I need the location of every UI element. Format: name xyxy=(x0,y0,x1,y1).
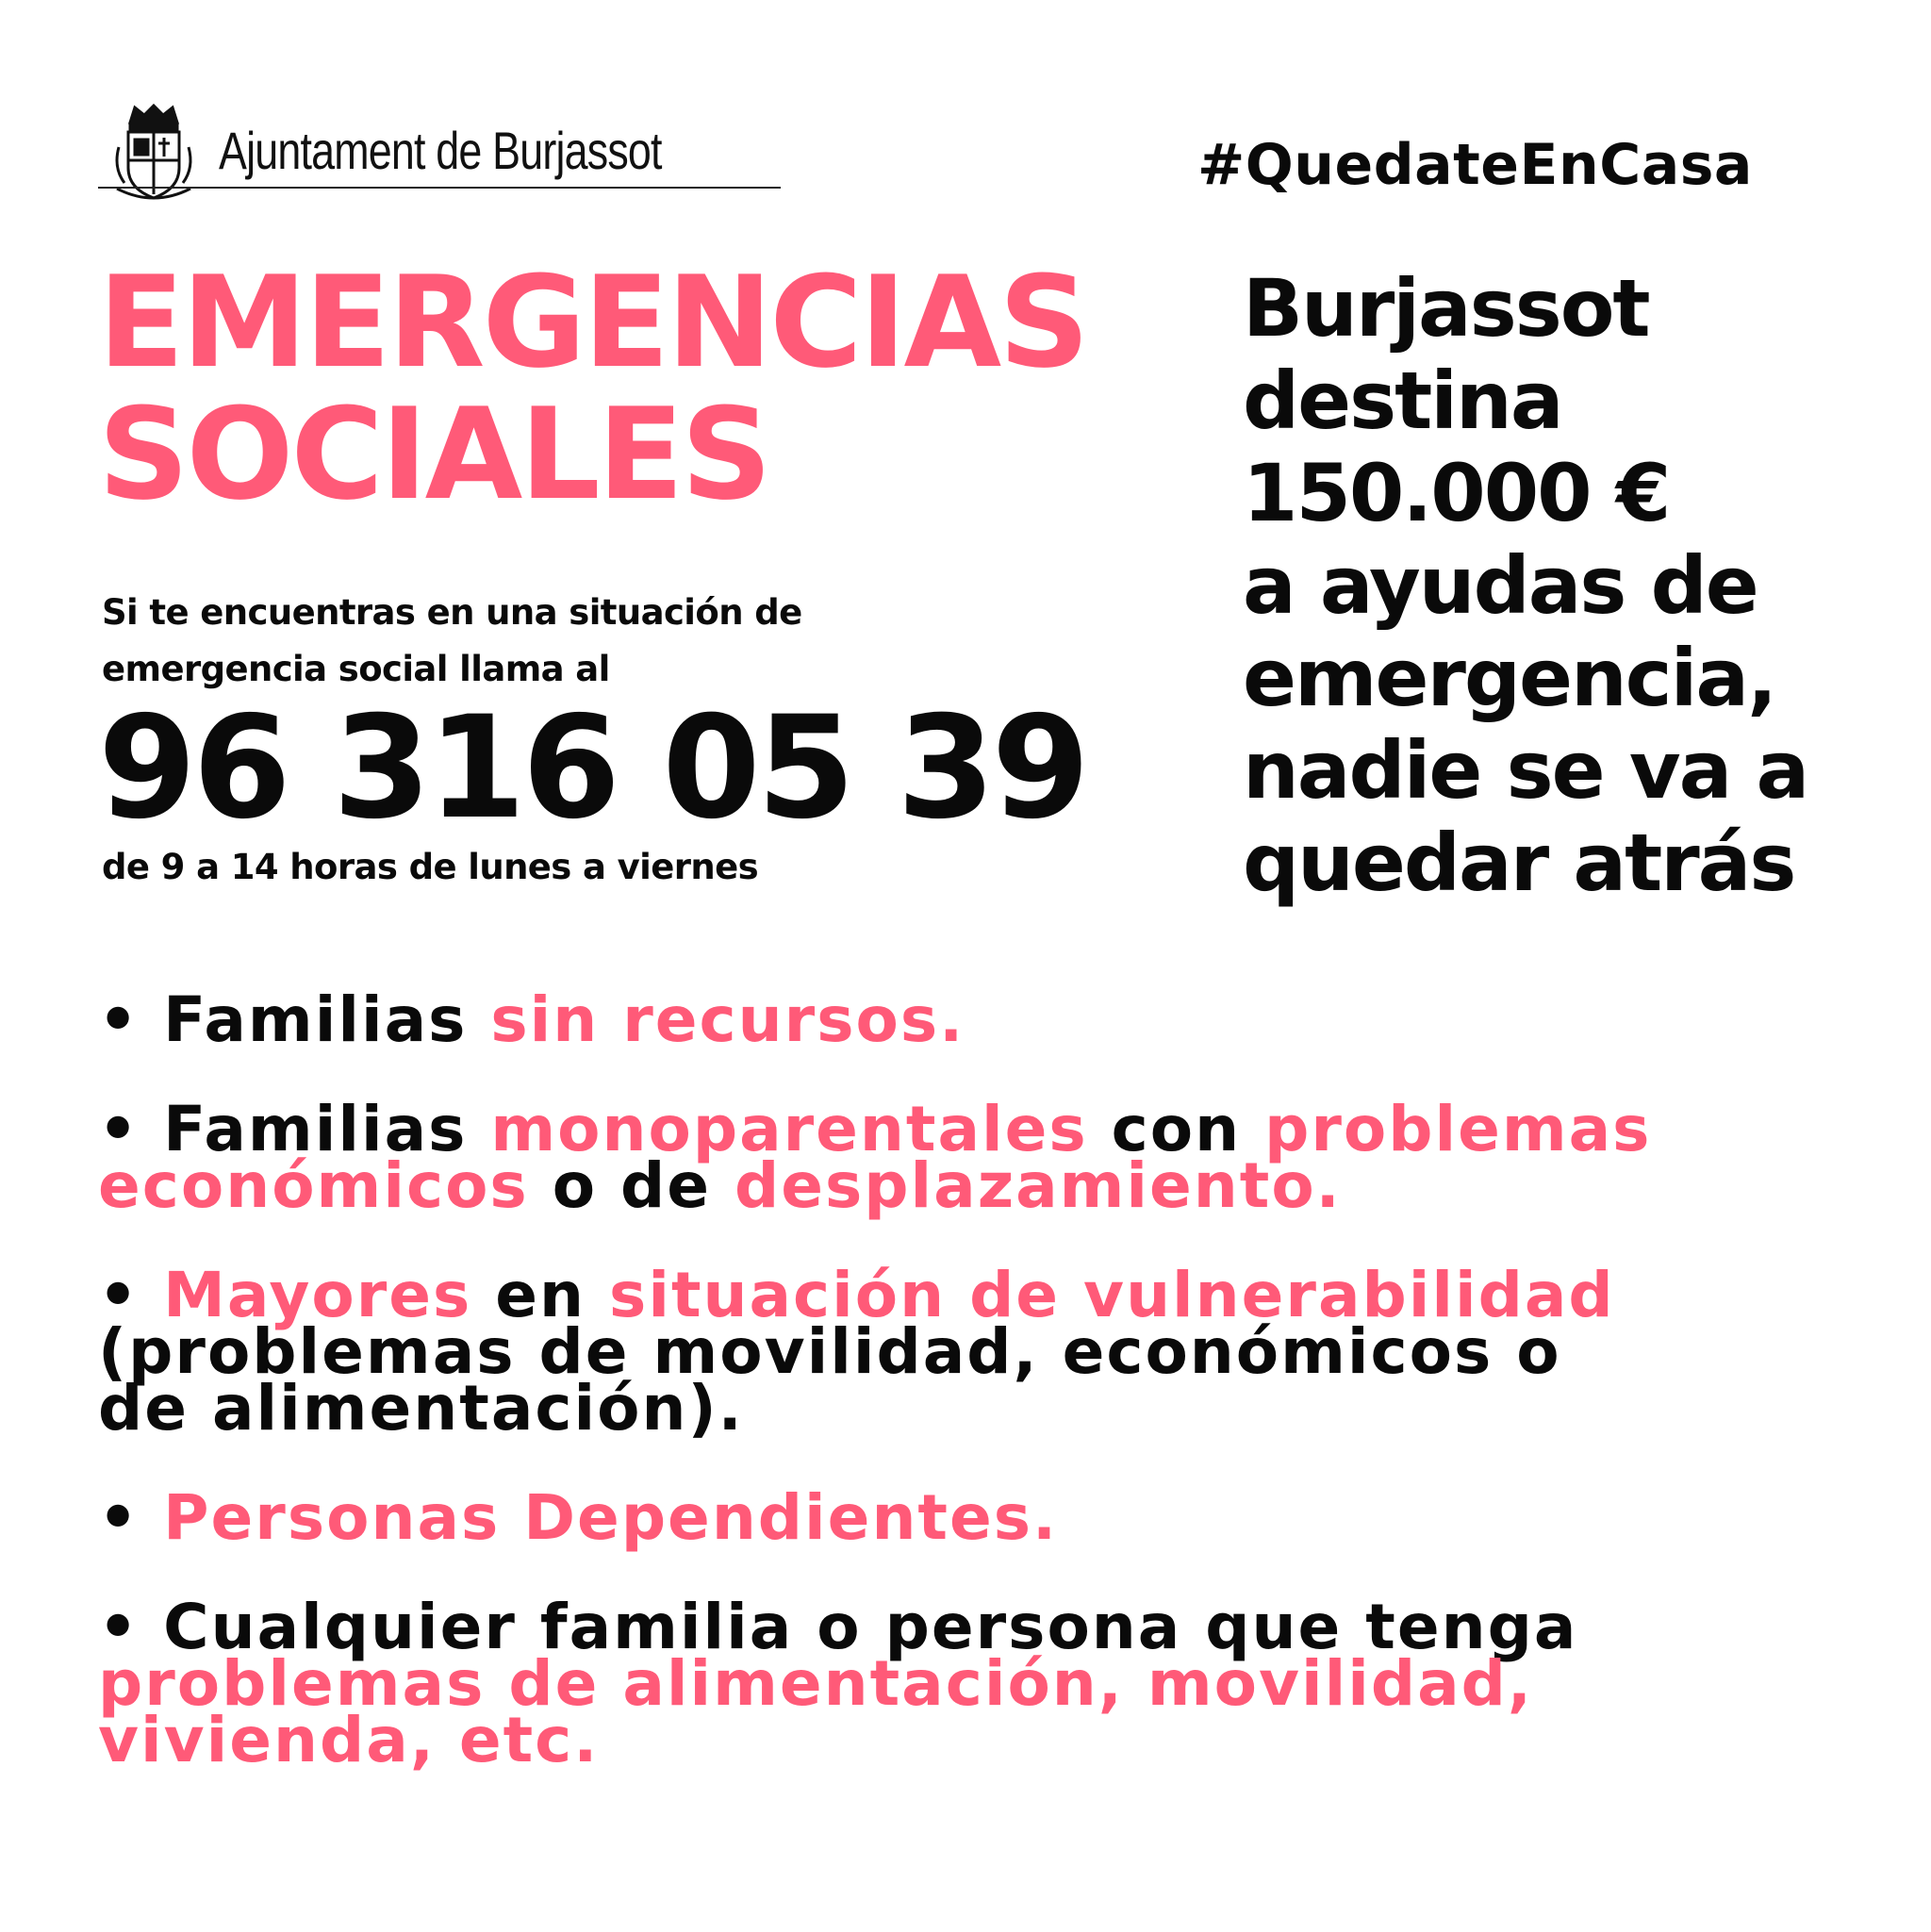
highlighted-text: económicos xyxy=(98,1149,553,1222)
intro-text xyxy=(102,585,802,698)
highlighted-text: problemas de alimentación, movilidad, xyxy=(98,1647,1533,1720)
statement-line: 150.000 € xyxy=(1243,447,1670,539)
list-item-line xyxy=(98,1372,1842,1445)
body-text: en xyxy=(495,1259,610,1331)
highlighted-text: situación de vulnerabilidad xyxy=(609,1259,1615,1331)
list-item-line xyxy=(98,983,1842,1056)
body-text: Familias xyxy=(163,983,491,1056)
statement-line: nadie se va a xyxy=(1243,724,1808,817)
beneficiaries-list xyxy=(98,983,1842,1822)
list-item-line xyxy=(98,1149,1842,1222)
header-divider xyxy=(98,187,781,189)
statement-line: quedar atrás xyxy=(1243,817,1795,909)
body-text: Familias xyxy=(163,1093,491,1165)
title-line-1: EMERGENCIAS xyxy=(98,249,1087,396)
highlighted-text: vivienda, etc. xyxy=(98,1704,600,1776)
highlighted-text: sin recursos. xyxy=(490,983,966,1056)
highlighted-text: problemas xyxy=(1264,1093,1652,1165)
body-text: de alimentación). xyxy=(98,1372,744,1445)
statement-line: destina xyxy=(1243,355,1562,447)
highlighted-text: desplazamiento. xyxy=(734,1149,1342,1222)
page-title xyxy=(98,249,1087,528)
list-item xyxy=(98,1093,1842,1222)
intro-line-2: emergencia social llama al xyxy=(102,649,610,689)
body-text: • xyxy=(98,1481,164,1554)
list-item xyxy=(98,1591,1842,1776)
list-item xyxy=(98,1259,1842,1445)
body-text: • xyxy=(98,1591,164,1663)
statement-line: emergencia, xyxy=(1243,632,1775,724)
statement-line: Burjassot xyxy=(1243,262,1649,355)
service-hours: de 9 a 14 horas de lunes a viernes xyxy=(102,847,759,887)
hashtag: #QuedateEnCasa xyxy=(1197,132,1753,198)
list-item xyxy=(98,1481,1842,1554)
statement-line: a ayudas de xyxy=(1243,539,1758,632)
body-text: (problemas de movilidad, económicos o xyxy=(98,1315,1561,1388)
phone-number: 96 316 05 39 xyxy=(98,686,1086,850)
title-line-2: SOCIALES xyxy=(98,381,769,528)
body-text: o de xyxy=(552,1149,734,1222)
funding-statement xyxy=(1243,262,1807,909)
body-text: • xyxy=(98,983,164,1056)
list-item xyxy=(98,983,1842,1056)
organization-name: Ajuntament de Burjassot xyxy=(219,121,662,180)
list-item-line xyxy=(98,1704,1842,1776)
highlighted-text: Personas Dependientes. xyxy=(163,1481,1059,1554)
body-text: • xyxy=(98,1093,164,1165)
intro-line-1: Si te encuentras en una situación de xyxy=(102,592,802,633)
body-text: Cualquier familia o persona que tenga xyxy=(163,1591,1578,1663)
body-text: • xyxy=(98,1259,164,1331)
highlighted-text: Mayores xyxy=(163,1259,496,1331)
highlighted-text: monoparentales xyxy=(490,1093,1112,1165)
list-item-line xyxy=(98,1481,1842,1554)
body-text: con xyxy=(1111,1093,1265,1165)
